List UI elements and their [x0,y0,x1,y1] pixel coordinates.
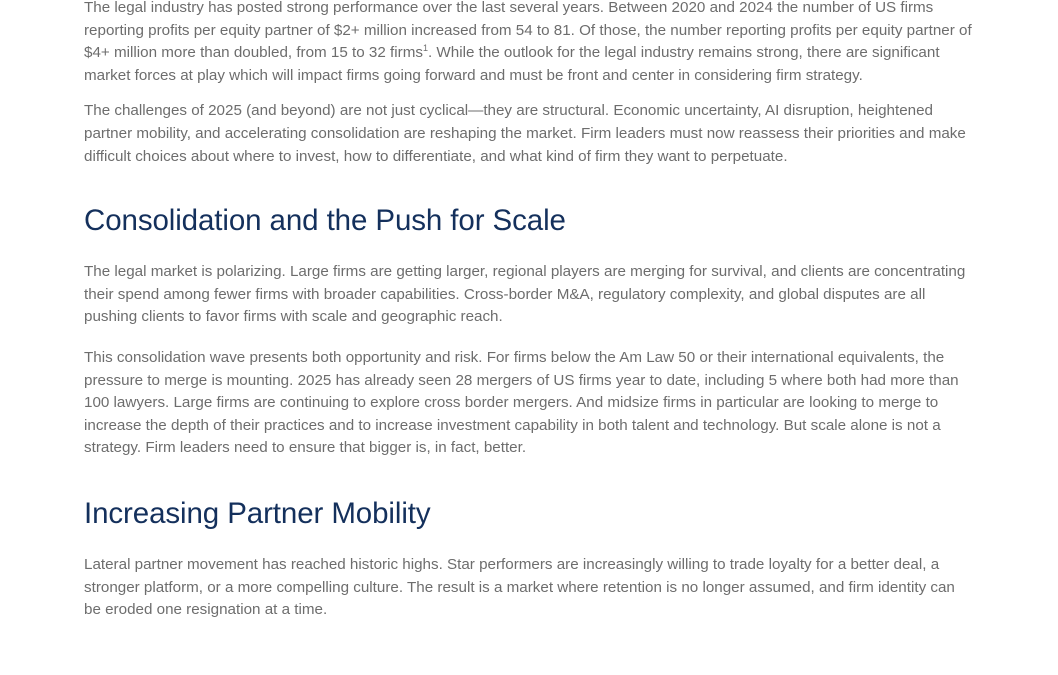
intro-paragraph-1-text-end: . While the outlook for the legal industry remains strong, there are significant market forces at play which will impact firms going forward and must be front and center in considering firm strategy. [84,44,940,84]
intro-paragraph-1 [84,0,974,87]
consolidation-paragraph-2: This consolidation wave presents both opportunity and risk. For firms below the Am Law 50 or their international equivalents, the pressure to merge is mounting. 2025 has already seen 28 mergers of US firms year to date, including 5 where both had more than 100 lawyers. Large firms are continuing to explore cross border mergers. And midsize firms in particular are looking to merge to increase the depth of their practices and to increase investment capability in both talent and technology. But scale alone is not a strategy. Firm leaders need to ensure that bigger is, in fact, better. [84,348,959,457]
footnote-reference: 1 [422,43,428,54]
section-heading-mobility: Increasing Partner Mobility [84,496,431,530]
document-body [84,0,974,622]
mobility-paragraph-1: Lateral partner movement has reached historic highs. Star performers are increasingly willing to trade loyalty for a better deal, a stronger platform, or a more compelling culture. The result is a market where retention is no longer assumed, and firm identity can be eroded one resignation at a time. [84,555,955,619]
intro-paragraph-2: The challenges of 2025 (and beyond) are not just cyclical—they are structural. Economic uncertainty, AI disruption, heightened partner mobility, and accelerating consolidation are reshaping the market. Firm leaders must now reassess their priorities and make difficult choices about where to invest, how to differentiate, and what kind of firm they want to perpetuate. [84,102,966,165]
section-heading-consolidation: Consolidation and the Push for Scale [84,204,566,238]
consolidation-paragraph-1: The legal market is polarizing. Large firms are getting larger, regional players are merging for survival, and clients are concentrating their spend among fewer firms with broader capabilities. Cross-border M&A, regulatory complexity, and global disputes are all pushing clients to favor firms with scale and geographic reach. [84,263,966,326]
intro-paragraph-1-text: The legal industry has posted strong performance over the last several years. Between 2020 and 2024 the number of US firms reporting profits per equity partner of $2+ million increased from 54 to 81. Of those, the number reporting profits per equity partner of $4+ million more than doubled, from 15 to 32 firms [84,0,972,62]
